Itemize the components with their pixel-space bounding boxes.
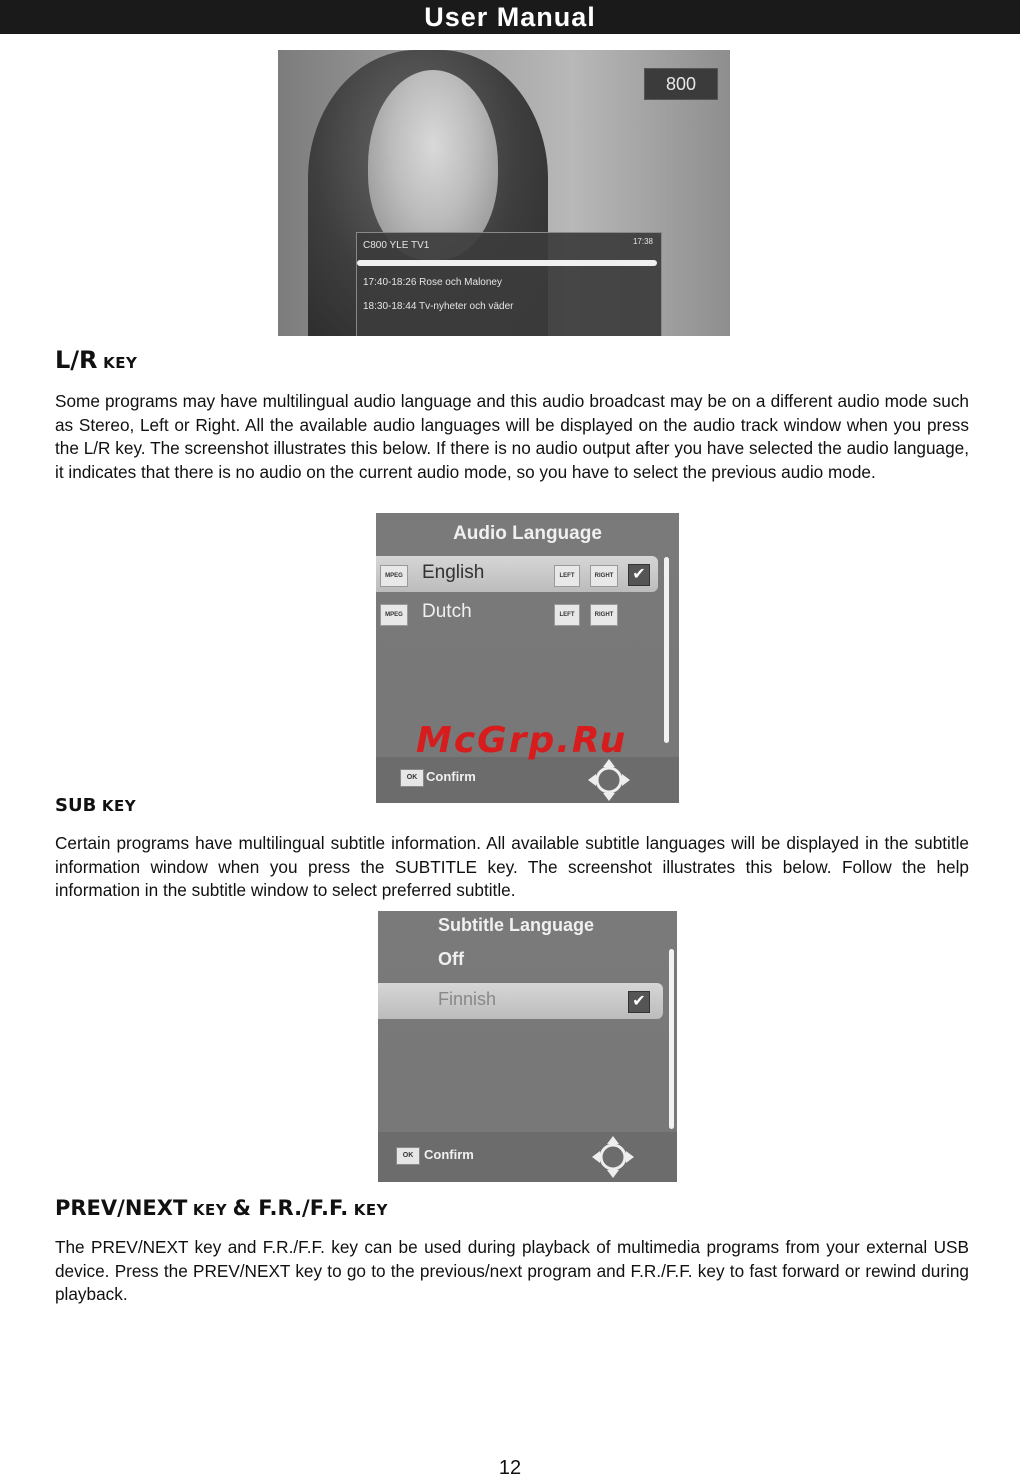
ok-key-icon: OK [400,769,424,787]
program-1: 17:40-18:26 Rose och Maloney [363,277,502,288]
audio-item-label: Dutch [422,601,472,622]
subtitle-item-label: Finnish [438,989,497,1009]
dpad-icon [586,757,632,803]
sub-key-heading [55,795,136,816]
lr-heading-suffix: KEY [103,354,138,372]
tv-screenshot [278,50,730,336]
sub-heading-main: SUB [55,795,97,816]
subtitle-menu-footer [378,1132,677,1182]
channel-number-badge [644,68,718,100]
subtitle-item-off[interactable] [378,943,663,979]
dpad-icon [590,1134,636,1180]
audio-item-label: English [422,562,485,583]
left-channel-tag: LEFT [554,604,580,626]
prev-next-paragraph: The PREV/NEXT key and F.R./F.F. key can be used during playback of multimedia programs from your external USB device. Press the PREV/NEXT key to go to the previous/next program and F.R./F.F. key to fast forward or rewind during playback. [55,1237,969,1304]
info-channel: C800 YLE TV1 [363,240,430,251]
ok-key-icon: OK [396,1147,420,1165]
audio-scrollbar[interactable] [664,557,669,743]
lr-heading-main: L/R [55,346,98,374]
confirm-label: Confirm [424,1147,474,1162]
prev-heading-part1: PREV/NEXT [55,1196,188,1220]
page-number: 12 [498,1457,522,1479]
codec-tag: MPEG [380,565,408,587]
sub-heading-suffix: KEY [101,797,137,815]
right-channel-tag: RIGHT [590,565,618,587]
subtitle-menu-title: Subtitle Language [438,915,595,935]
watermark-logo: McGrp.Ru [416,720,628,761]
sub-key-paragraph: Certain programs have multilingual subtitle information. All available subtitle languages will be displayed in the subtitle information window when you press the SUBTITLE key. The screenshot illustrates this below. Follow the help information in the subtitle window to select preferred subtitle. [55,833,969,900]
codec-tag: MPEG [380,604,408,626]
confirm-label: Confirm [426,769,476,784]
subtitle-item-finnish[interactable] [378,983,663,1019]
prev-next-heading [55,1196,388,1220]
checkmark-icon: ✔ [628,991,650,1013]
prev-heading-key1: KEY [192,1201,228,1219]
program-2: 18:30-18:44 Tv-nyheter och väder [363,301,514,312]
checkmark-icon: ✔ [628,564,650,586]
subtitle-item-label: Off [438,949,464,969]
audio-item-english[interactable] [376,556,658,592]
prev-heading-part2: & F.R./F.F. [232,1196,349,1220]
subtitle-scrollbar[interactable] [669,949,674,1129]
channel-number: 800 [665,74,697,94]
subtitle-language-menu [378,911,677,1182]
info-time: 17:38 [632,237,653,246]
audio-item-dutch[interactable] [376,595,658,631]
header-title: User Manual [424,2,596,32]
audio-menu-footer [376,757,679,803]
prev-heading-key2: KEY [353,1201,389,1219]
right-channel-tag: RIGHT [590,604,618,626]
channel-info-banner [356,232,662,336]
page-header [0,0,1020,34]
lr-key-heading [55,346,137,374]
lr-key-paragraph: Some programs may have multilingual audio language and this audio broadcast may be on a different audio mode such as Stereo, Left or Right. All the available audio languages will be displayed on the audio track window when you press the L/R key. The screenshot illustrates this below. If there is no audio output after you have selected the audio language, it indicates that there is no audio on the current audio mode, so you have to select the previous audio mode. [55,391,969,482]
left-channel-tag: LEFT [554,565,580,587]
audio-menu-title: Audio Language [453,523,602,544]
progress-bar [357,260,657,266]
